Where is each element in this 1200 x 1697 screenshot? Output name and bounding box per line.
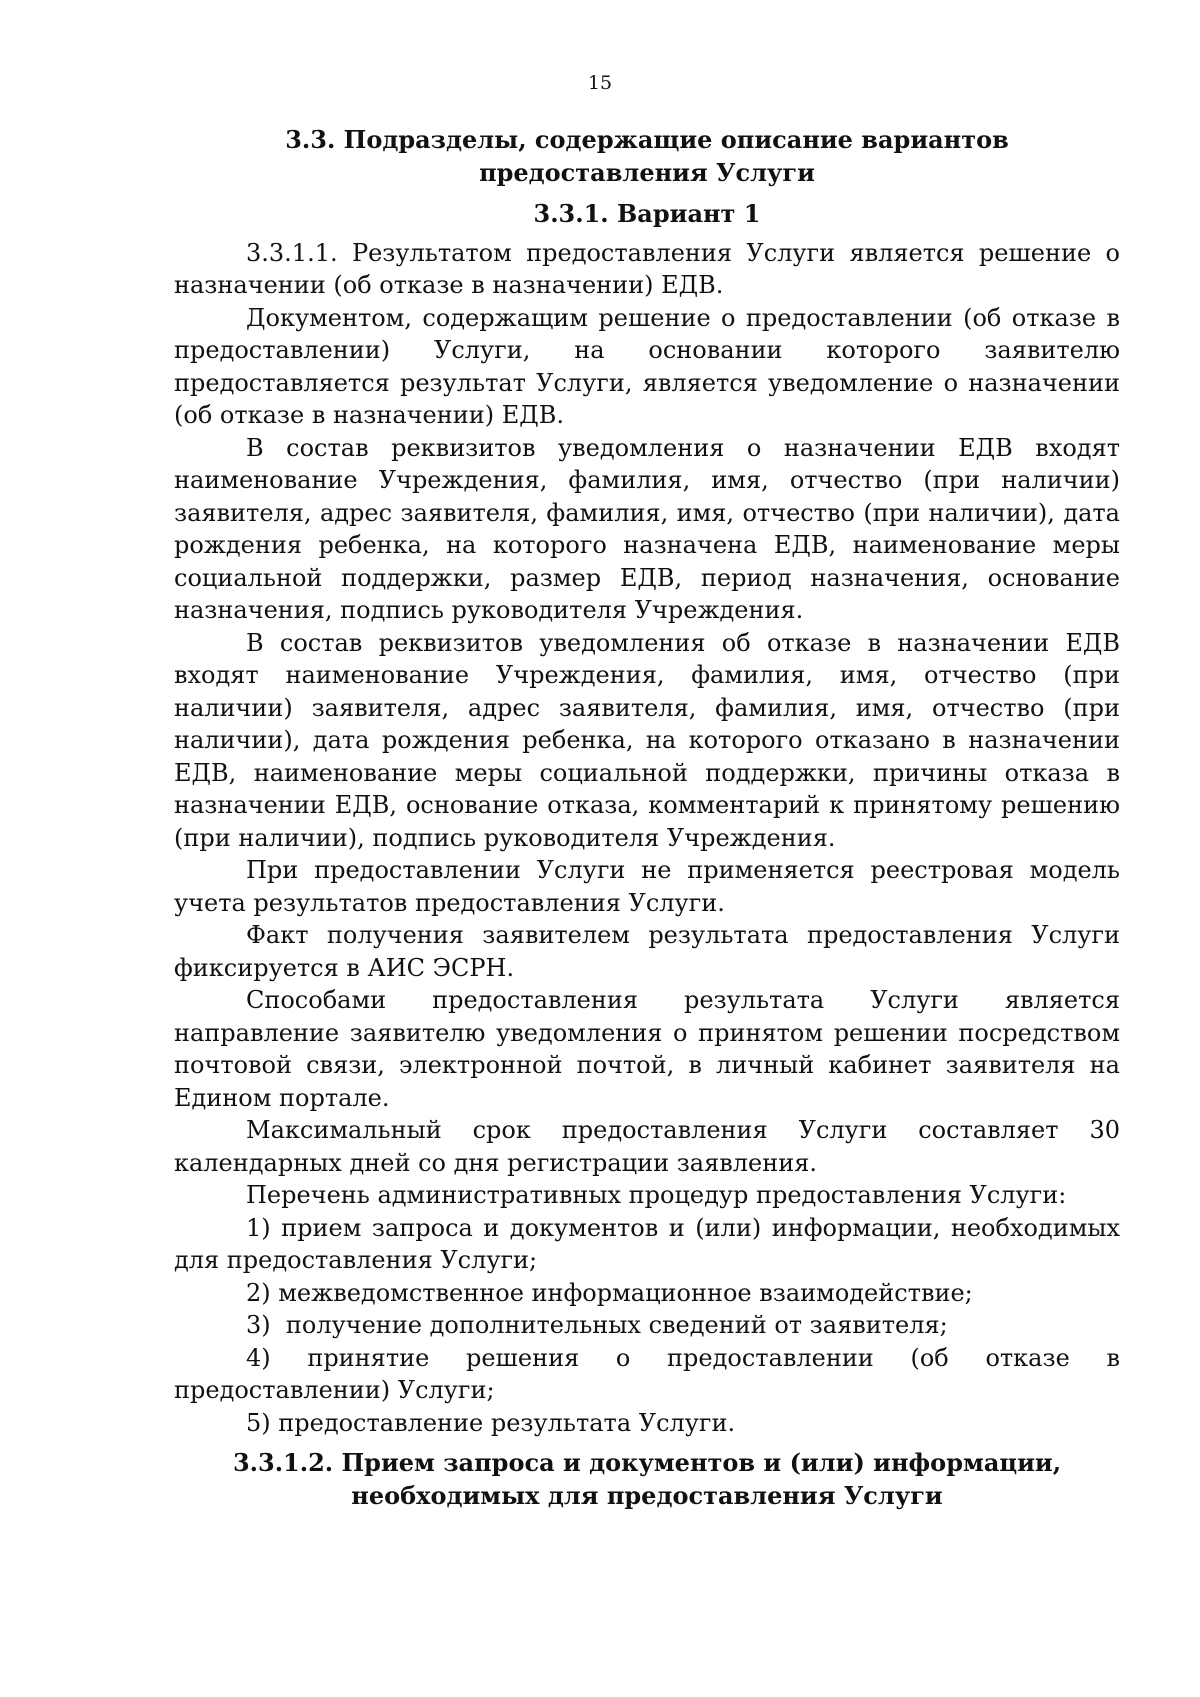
paragraph-approval-details: В состав реквизитов уведомления о назначении ЕДВ входят наименование Учреждения, фамилия, имя, отчество (при наличии) заявителя, адрес заявителя, фамилия, имя, отчество (при наличии), дата рождения ребенка, на которого назначена ЕДВ, наименование меры социальной поддержки, размер ЕДВ, период назначения, основание назначения, подпись руководителя Учреждения.: [174, 433, 1120, 624]
paragraph-refusal-details: В состав реквизитов уведомления об отказе в назначении ЕДВ входят наименование Учреждения, фамилия, имя, отчество (при наличии) заявителя, адрес заявителя, фамилия, имя, отчество (при наличии), дата рождения ребенка, на которого отказано в назначении ЕДВ, наименование меры социальной поддержки, причины отказа в назначении ЕДВ, основание отказа, комментарий к принятому решению (при наличии), подпись руководителя Учреждения.: [174, 628, 1120, 852]
paragraph-delivery-methods: Способами предоставления результата Услуги является направление заявителю уведомления о принятом решении посредством почтовой связи, электронной почтой, в личный кабинет заявителя на Едином портале.: [174, 986, 1120, 1112]
paragraph-fact-recording: Факт получения заявителем результата предоставления Услуги фиксируется в АИС ЭСРН.: [174, 921, 1120, 982]
list-item-procedure-5: 5) предоставление результата Услуги.: [246, 1408, 736, 1437]
paragraph-result: 3.3.1.1. Результатом предоставления Услуги является решение о назначении (об отказе в назначении) ЕДВ.: [174, 238, 1120, 299]
list-item-procedure-3: 3) получение дополнительных сведений от заявителя;: [246, 1311, 948, 1339]
paragraph-procedures-intro: Перечень административных процедур предоставления Услуги:: [246, 1181, 1067, 1209]
subsection-heading: 3.3.1. Вариант 1: [533, 199, 761, 228]
list-item-procedure-2: 2) межведомственное информационное взаимодействие;: [246, 1278, 973, 1307]
paragraph-max-term: Максимальный срок предоставления Услуги составляет 30 календарных дней со дня регистрации заявления.: [174, 1116, 1120, 1177]
page-number: 15: [587, 72, 613, 94]
section-heading: 3.3. Подразделы, содержащие описание вариантов предоставления Услуги: [285, 125, 1009, 187]
list-item-procedure-4: 4) принятие решения о предоставлении (об отказе в предоставлении) Услуги;: [174, 1343, 1120, 1404]
paragraph-document: Документом, содержащим решение о предоставлении (об отказе в предоставлении) Услуги, на основании которого заявителю предоставляется результат Услуги, является уведомление о назначении (об отказе в назначении) ЕДВ.: [174, 303, 1120, 429]
list-item-procedure-1: 1) прием запроса и документов и (или) информации, необходимых для предоставления Услуги;: [174, 1213, 1120, 1274]
paragraph-registry-model: При предоставлении Услуги не применяется реестровая модель учета результатов предоставления Услуги.: [174, 856, 1120, 917]
subsection-heading-3-3-1-2: 3.3.1.2. Прием запроса и документов и (или) информации, необходимых для предоставления Услуги: [232, 1448, 1062, 1510]
page-content: [174, 124, 1120, 1512]
